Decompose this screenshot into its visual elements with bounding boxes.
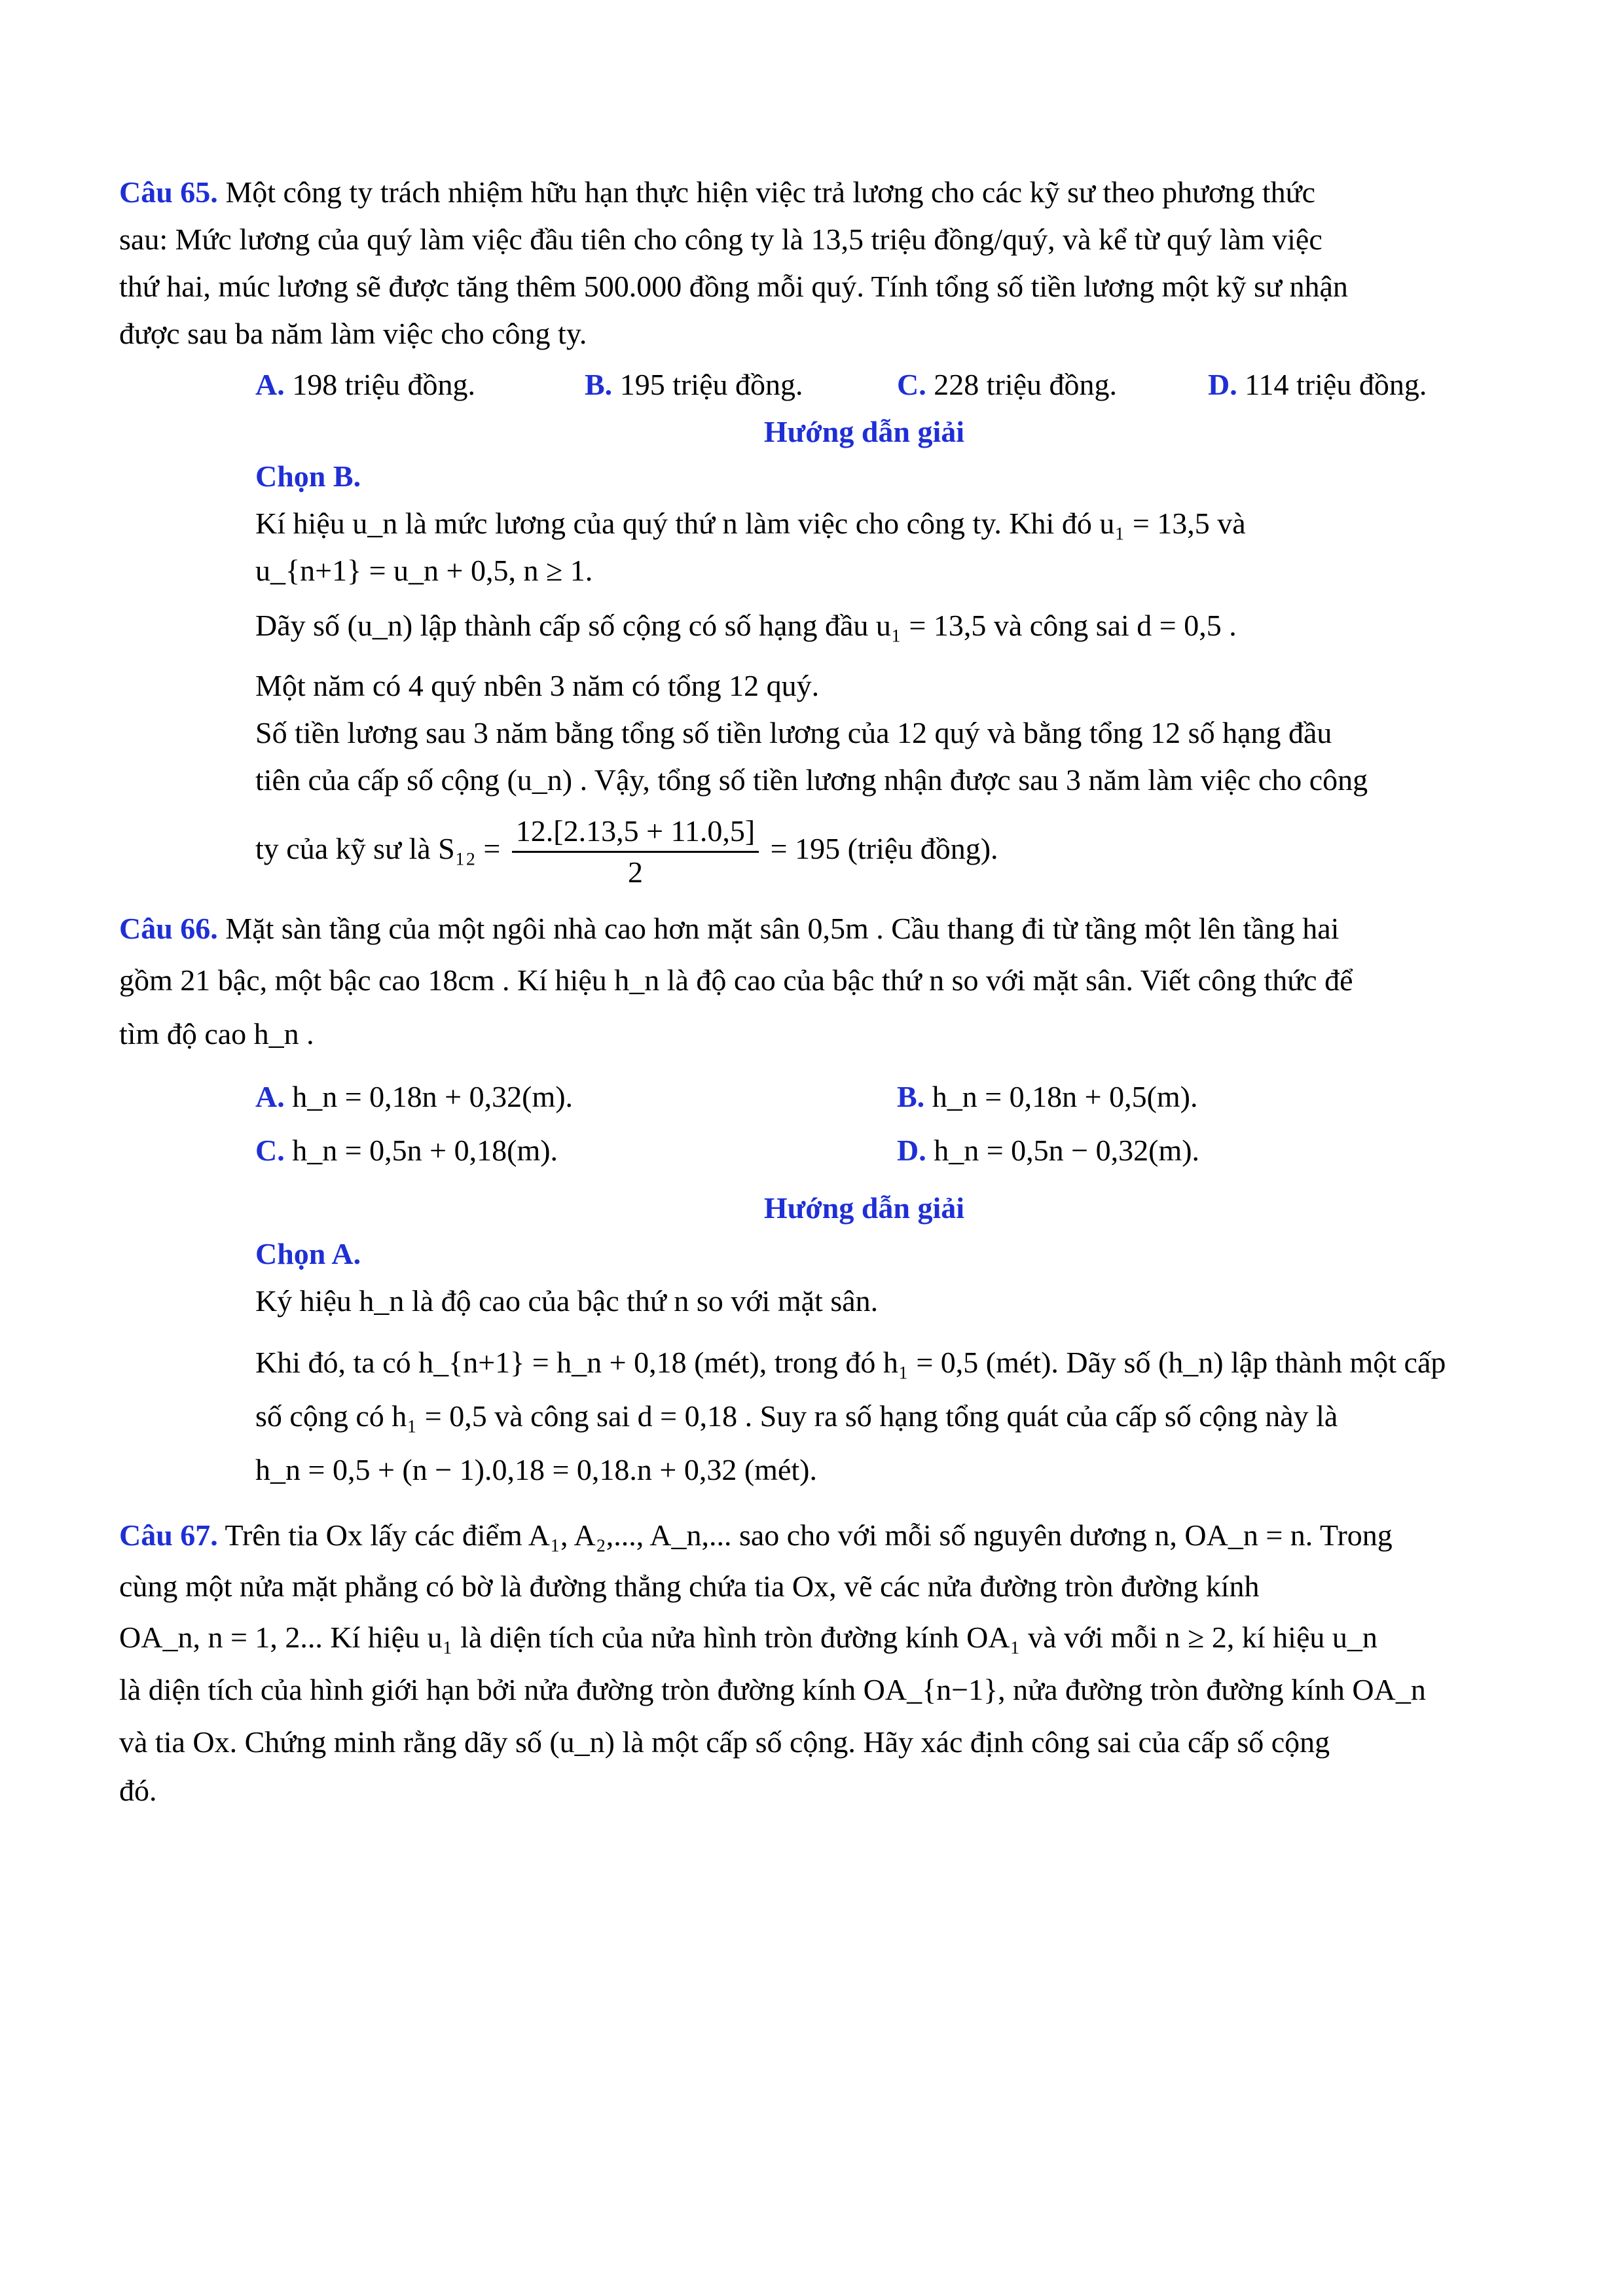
q66-option-d[interactable]: D. h_n = 0,5n − 0,32(m). <box>897 1134 1200 1167</box>
s12-denominator: 2 <box>627 855 643 889</box>
q65-line-4: được sau ba năm làm việc cho công ty. <box>119 317 587 350</box>
q67-line-4: là diện tích của hình giới hạn bởi nửa đường tròn đường kính OA_{n−1}, nửa đường tròn đường kính OA_n <box>119 1673 1426 1706</box>
s12-rhs: = 195 (triệu đồng). <box>770 832 998 866</box>
q65-option-c[interactable]: C. 228 triệu đồng. <box>897 368 1118 401</box>
q65-sol-2: u_{n+1} = u_n + 0,5, n ≥ 1. <box>255 554 593 587</box>
q66-sol-1: Ký hiệu h_n là độ cao của bậc thứ n so với mặt sân. <box>255 1284 879 1318</box>
q67-label: Câu 67. <box>119 1518 218 1552</box>
q66-line-2: gồm 21 bậc, một bậc cao 18cm . Kí hiệu h_n là độ cao của bậc thứ n so với mặt sân. Viết công thức để <box>119 963 1353 997</box>
s12-fraction <box>512 812 759 892</box>
q65-option-b[interactable]: B. 195 triệu đồng. <box>585 368 803 401</box>
q65-sol-7: ty của kỹ sư là S₁₂ = $\frac{12.[2.13,5 + 11.0,5]}{2}$ = 195 (triệu đồng). <box>255 812 998 892</box>
q67-line-2: cùng một nửa mặt phẳng có bờ là đường thẳng chứa tia Ox, vẽ các nửa đường tròn đường kính <box>119 1570 1260 1603</box>
q65-line-1: Câu 65. Một công ty trách nhiệm hữu hạn thực hiện việc trả lương cho các kỹ sư theo phương thức <box>119 175 1316 209</box>
q65-option-d[interactable]: D. 114 triệu đồng. <box>1208 368 1427 401</box>
q66-sol-3: số cộng có h₁ = 0,5 và công sai d = 0,18 . Suy ra số hạng tổng quát của cấp số cộng này là <box>255 1399 1338 1433</box>
q65-line-2: sau: Mức lương của quý làm việc đầu tiên cho công ty là 13,5 triệu đồng/quý, và kể từ quý làm việc <box>119 223 1322 256</box>
q66-choice: Chọn A. <box>255 1237 361 1270</box>
q65-sol-5: Số tiền lương sau 3 năm bằng tổng số tiền lương của 12 quý và bằng tổng 12 số hạng đầu <box>255 716 1332 749</box>
q66-guide-heading: Hướng dẫn giải <box>763 1191 965 1225</box>
q66-line-3: tìm độ cao h_n . <box>119 1017 314 1050</box>
q66-option-b[interactable]: B. h_n = 0,18n + 0,5(m). <box>897 1080 1198 1113</box>
q67-line-6: đó. <box>119 1774 157 1807</box>
q65-guide-heading: Hướng dẫn giải <box>763 415 965 448</box>
q66-option-a[interactable]: A. h_n = 0,18n + 0,32(m). <box>255 1080 574 1113</box>
q66-sol-2: Khi đó, ta có h_{n+1} = h_n + 0,18 (mét), trong đó h₁ = 0,5 (mét). Dãy số (h_n) lập thành một cấp <box>255 1346 1446 1379</box>
q65-sol-4: Một năm có 4 quý nbên 3 năm có tổng 12 quý. <box>255 669 820 702</box>
q67-line-3: OA_n, n = 1, 2... Kí hiệu u₁ là diện tích của nửa hình tròn đường kính OA₁ và với mỗi n ≥ 2, kí hiệu u_n <box>119 1621 1377 1654</box>
q65-label: Câu 65. <box>119 175 218 209</box>
q66-line-1: Câu 66. Mặt sàn tầng của một ngôi nhà cao hơn mặt sân 0,5m . Cầu thang đi từ tầng một lên tầng hai <box>119 912 1340 945</box>
q65-choice: Chọn B. <box>255 459 361 493</box>
q65-line-3: thứ hai, múc lương sẽ được tăng thêm 500.000 đồng mỗi quý. Tính tổng số tiền lương một kỹ sư nhận <box>119 270 1348 303</box>
q65-option-a[interactable]: A. 198 triệu đồng. <box>255 368 476 401</box>
q66-sol-4: h_n = 0,5 + (n − 1).0,18 = 0,18.n + 0,32 (mét). <box>255 1453 817 1486</box>
q65-sol-1: Kí hiệu u_n là mức lương của quý thứ n làm việc cho công ty. Khi đó u₁ = 13,5 và <box>255 507 1246 540</box>
q65-sol-6: tiên của cấp số cộng (u_n) . Vậy, tổng số tiền lương nhận được sau 3 năm làm việc cho công <box>255 763 1368 797</box>
q67-line-5: và tia Ox. Chứng minh rằng dãy số (u_n) là một cấp số cộng. Hãy xác định công sai của cấp số cộng <box>119 1725 1330 1759</box>
s12-numerator: 12.[2.13,5 + 11.0,5] <box>512 812 759 853</box>
q66-label: Câu 66. <box>119 912 218 945</box>
q65-sol-3: Dãy số (u_n) lập thành cấp số cộng có số hạng đầu u₁ = 13,5 và công sai d = 0,5 . <box>255 609 1237 642</box>
q66-option-c[interactable]: C. h_n = 0,5n + 0,18(m). <box>255 1134 558 1167</box>
s12-lhs: S₁₂ = <box>438 832 501 866</box>
q67-line-1: Câu 67. Trên tia Ox lấy các điểm A₁, A₂,..., A_n,... sao cho với mỗi số nguyên dương n, OA_n = n. Trong <box>119 1518 1393 1552</box>
